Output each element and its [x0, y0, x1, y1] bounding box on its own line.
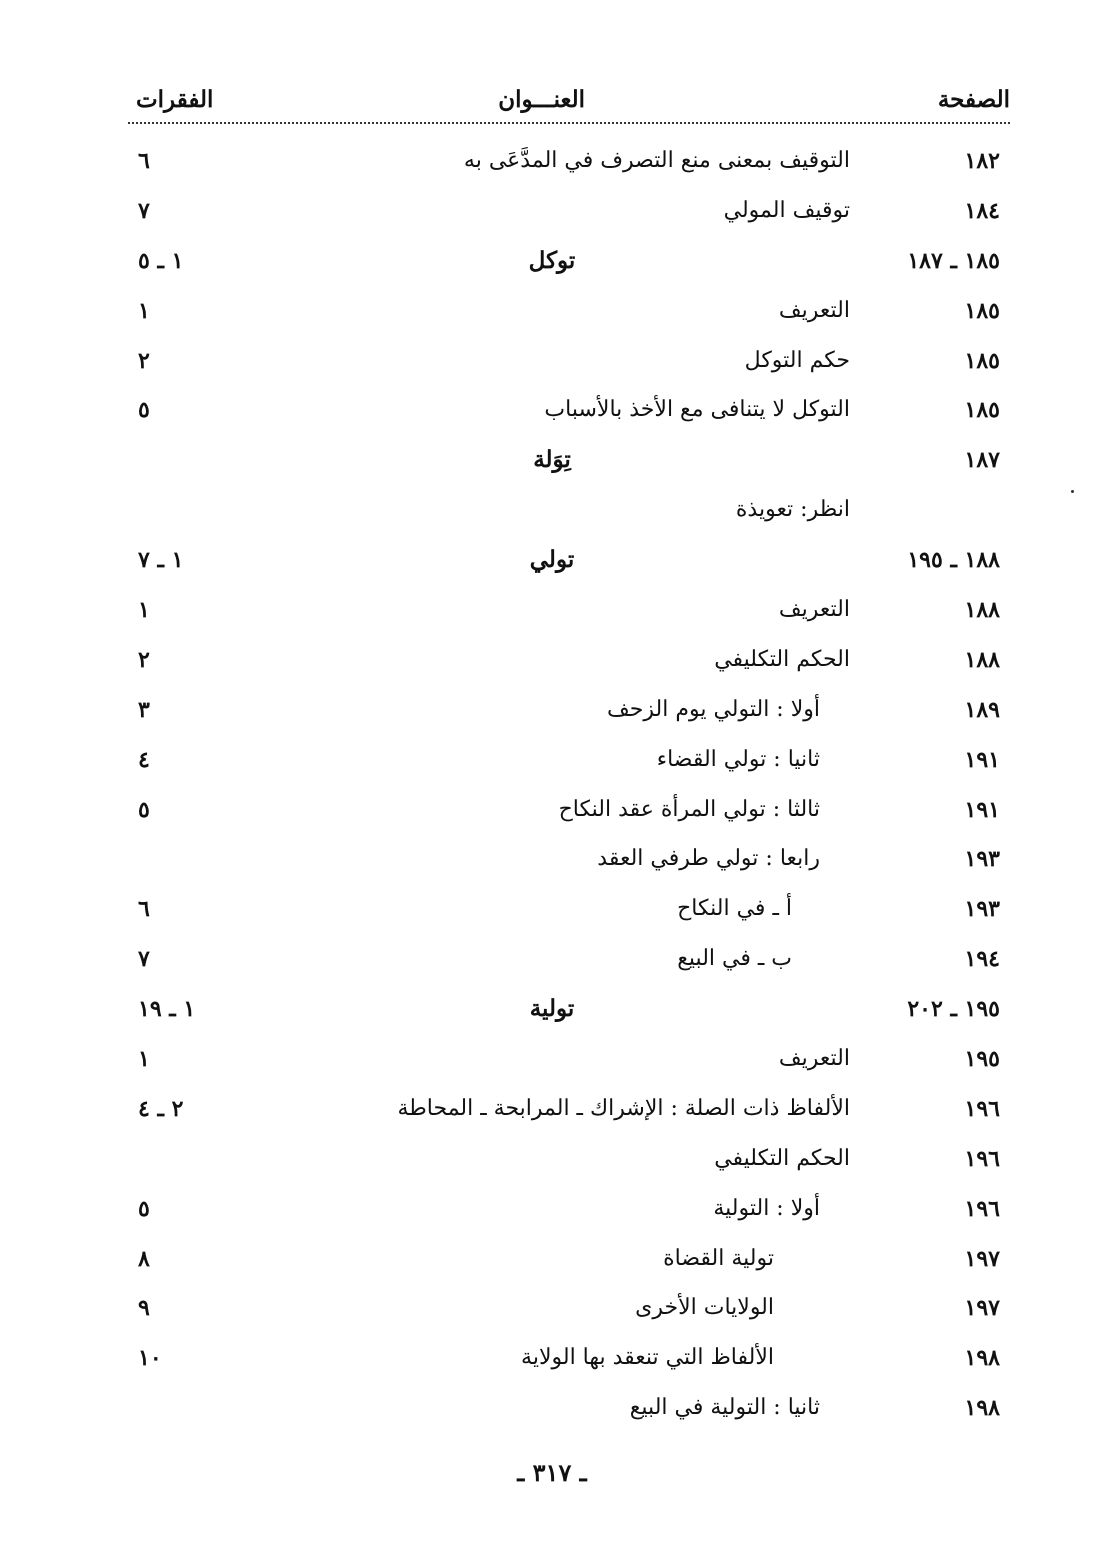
row-title: توقيف المولي: [723, 197, 850, 223]
row-page: ١٨٨: [964, 646, 1000, 673]
row-page: ١٨٢: [964, 148, 1000, 174]
index-row: [0, 785, 1104, 835]
row-title: الألفاظ ذات الصلة : الإشراك ـ المرابحة ـ المحاطة: [397, 1095, 850, 1121]
index-list: [0, 136, 1104, 1433]
index-row: [0, 286, 1104, 336]
row-page: ١٩٦: [964, 1195, 1000, 1222]
row-paras: ٧: [138, 197, 150, 224]
row-paras: ٢: [138, 347, 150, 374]
row-paras: ٨: [138, 1245, 150, 1272]
row-page: ١٨٥: [964, 347, 1000, 374]
row-page: ١٨٨: [964, 597, 1000, 624]
index-row: [0, 834, 1104, 884]
index-row: [0, 685, 1104, 735]
row-paras: ٣: [138, 696, 150, 723]
row-title: أولا : التولي يوم الزحف: [607, 696, 820, 722]
row-page: ١٩٣: [964, 896, 1000, 923]
row-title: التوكل لا يتنافى مع الأخذ بالأسباب: [544, 397, 850, 423]
row-title: الحكم التكليفي: [714, 646, 850, 672]
row-page: ١٩١: [964, 796, 1000, 823]
row-page: ١٩٥: [964, 1046, 1000, 1073]
row-paras: ٥: [138, 1195, 150, 1222]
row-paras: ٩: [138, 1295, 150, 1322]
index-row: [0, 585, 1104, 635]
row-page: ١٩٤: [964, 946, 1000, 973]
index-row: [0, 735, 1104, 785]
index-row: [0, 884, 1104, 934]
header-title-label: العنـــوان: [498, 86, 585, 113]
row-page: ١٨٥: [964, 397, 1000, 424]
row-paras: ٦: [138, 896, 150, 923]
header-paras-label: الفقرات: [136, 86, 214, 113]
row-title: ثالثا : تولي المرأة عقد النكاح: [558, 796, 820, 822]
row-title: أ ـ في النكاح: [677, 896, 792, 922]
index-row: [0, 535, 1104, 585]
row-paras: ٥: [138, 397, 150, 424]
row-page: ١٨٥: [964, 297, 1000, 324]
index-row: [0, 984, 1104, 1034]
row-entry-heading: تِوَلة: [533, 446, 571, 474]
row-title: التوقيف بمعنى منع التصرف في المدَّعَى به: [463, 148, 850, 173]
index-row: [0, 1333, 1104, 1383]
row-title: الحكم التكليفي: [714, 1145, 850, 1171]
dotted-divider: [128, 122, 1010, 124]
index-row: [0, 1084, 1104, 1134]
header-page-label: الصفحة: [937, 86, 1010, 113]
index-row: [0, 236, 1104, 286]
row-title: ثانيا : تولي القضاء: [656, 746, 820, 772]
row-page: ١٨٨ ـ ١٩٥: [907, 547, 1000, 574]
row-title: ثانيا : التولية في البيع: [629, 1395, 820, 1421]
row-page: ١٩٥ ـ ٢٠٢: [907, 996, 1000, 1023]
index-row: [0, 1383, 1104, 1433]
index-row: [0, 136, 1104, 186]
row-page: ١٩٦: [964, 1095, 1000, 1122]
row-title: الولايات الأخرى: [635, 1295, 774, 1321]
row-entry-heading: تولي: [529, 546, 575, 574]
row-entry-heading: توكل: [528, 246, 576, 274]
index-row: [0, 934, 1104, 984]
index-row: [0, 186, 1104, 236]
row-page: ١٩٨: [964, 1345, 1000, 1372]
row-title: الألفاظ التي تنعقد بها الولاية: [521, 1345, 774, 1371]
row-page: ١٩٧: [964, 1245, 1000, 1272]
row-page: ١٨٧: [964, 447, 1000, 474]
index-row: [0, 336, 1104, 386]
row-page: ١٨٩: [964, 696, 1000, 723]
table-header: [128, 80, 1010, 120]
row-page: ١٨٥ ـ ١٨٧: [907, 247, 1000, 274]
index-row: [0, 1234, 1104, 1284]
row-page: ١٩٦: [964, 1145, 1000, 1172]
row-paras: ١ ـ ٥: [138, 247, 184, 274]
row-paras: ٢ ـ ٤: [138, 1095, 184, 1122]
index-row: [0, 1283, 1104, 1333]
index-row: [0, 635, 1104, 685]
row-paras: ٦: [138, 148, 150, 174]
row-title: التعريف: [778, 297, 850, 323]
index-row: [0, 1134, 1104, 1184]
row-paras: ١: [138, 1046, 150, 1073]
row-entry-heading: تولية: [529, 995, 575, 1023]
row-page: ١٩٣: [964, 846, 1000, 873]
row-title: حكم التوكل: [744, 347, 850, 373]
scan-speck: [1071, 490, 1074, 493]
index-row: [0, 435, 1104, 485]
row-page: ١٨٤: [964, 197, 1000, 224]
index-row: [0, 1184, 1104, 1234]
row-title: التعريف: [778, 597, 850, 623]
index-row: [0, 485, 1104, 535]
row-paras: ٤: [138, 746, 150, 773]
row-paras: ١: [138, 597, 150, 624]
row-page: ١٩٨: [964, 1395, 1000, 1422]
row-paras: ١: [138, 297, 150, 324]
index-row: [0, 1034, 1104, 1084]
row-paras: ٧: [138, 946, 150, 973]
row-paras: ١ ـ ٧: [138, 547, 184, 574]
row-title: انظر: تعويذة: [735, 497, 850, 523]
row-title: التعريف: [778, 1046, 850, 1072]
row-title: تولية القضاة: [663, 1245, 774, 1271]
row-page: ١٩١: [964, 746, 1000, 773]
row-paras: ٥: [138, 796, 150, 823]
row-title: رابعا : تولي طرفي العقد: [597, 846, 820, 872]
index-row: [0, 385, 1104, 435]
row-title: ب ـ في البيع: [677, 946, 792, 972]
row-page: ١٩٧: [964, 1295, 1000, 1322]
row-title: أولا : التولية: [713, 1195, 820, 1221]
row-paras: ١٠: [138, 1345, 162, 1372]
row-paras: ١ ـ ١٩: [138, 996, 196, 1023]
page-number: ـ ٣١٧ ـ: [517, 1458, 587, 1487]
row-paras: ٢: [138, 646, 150, 673]
